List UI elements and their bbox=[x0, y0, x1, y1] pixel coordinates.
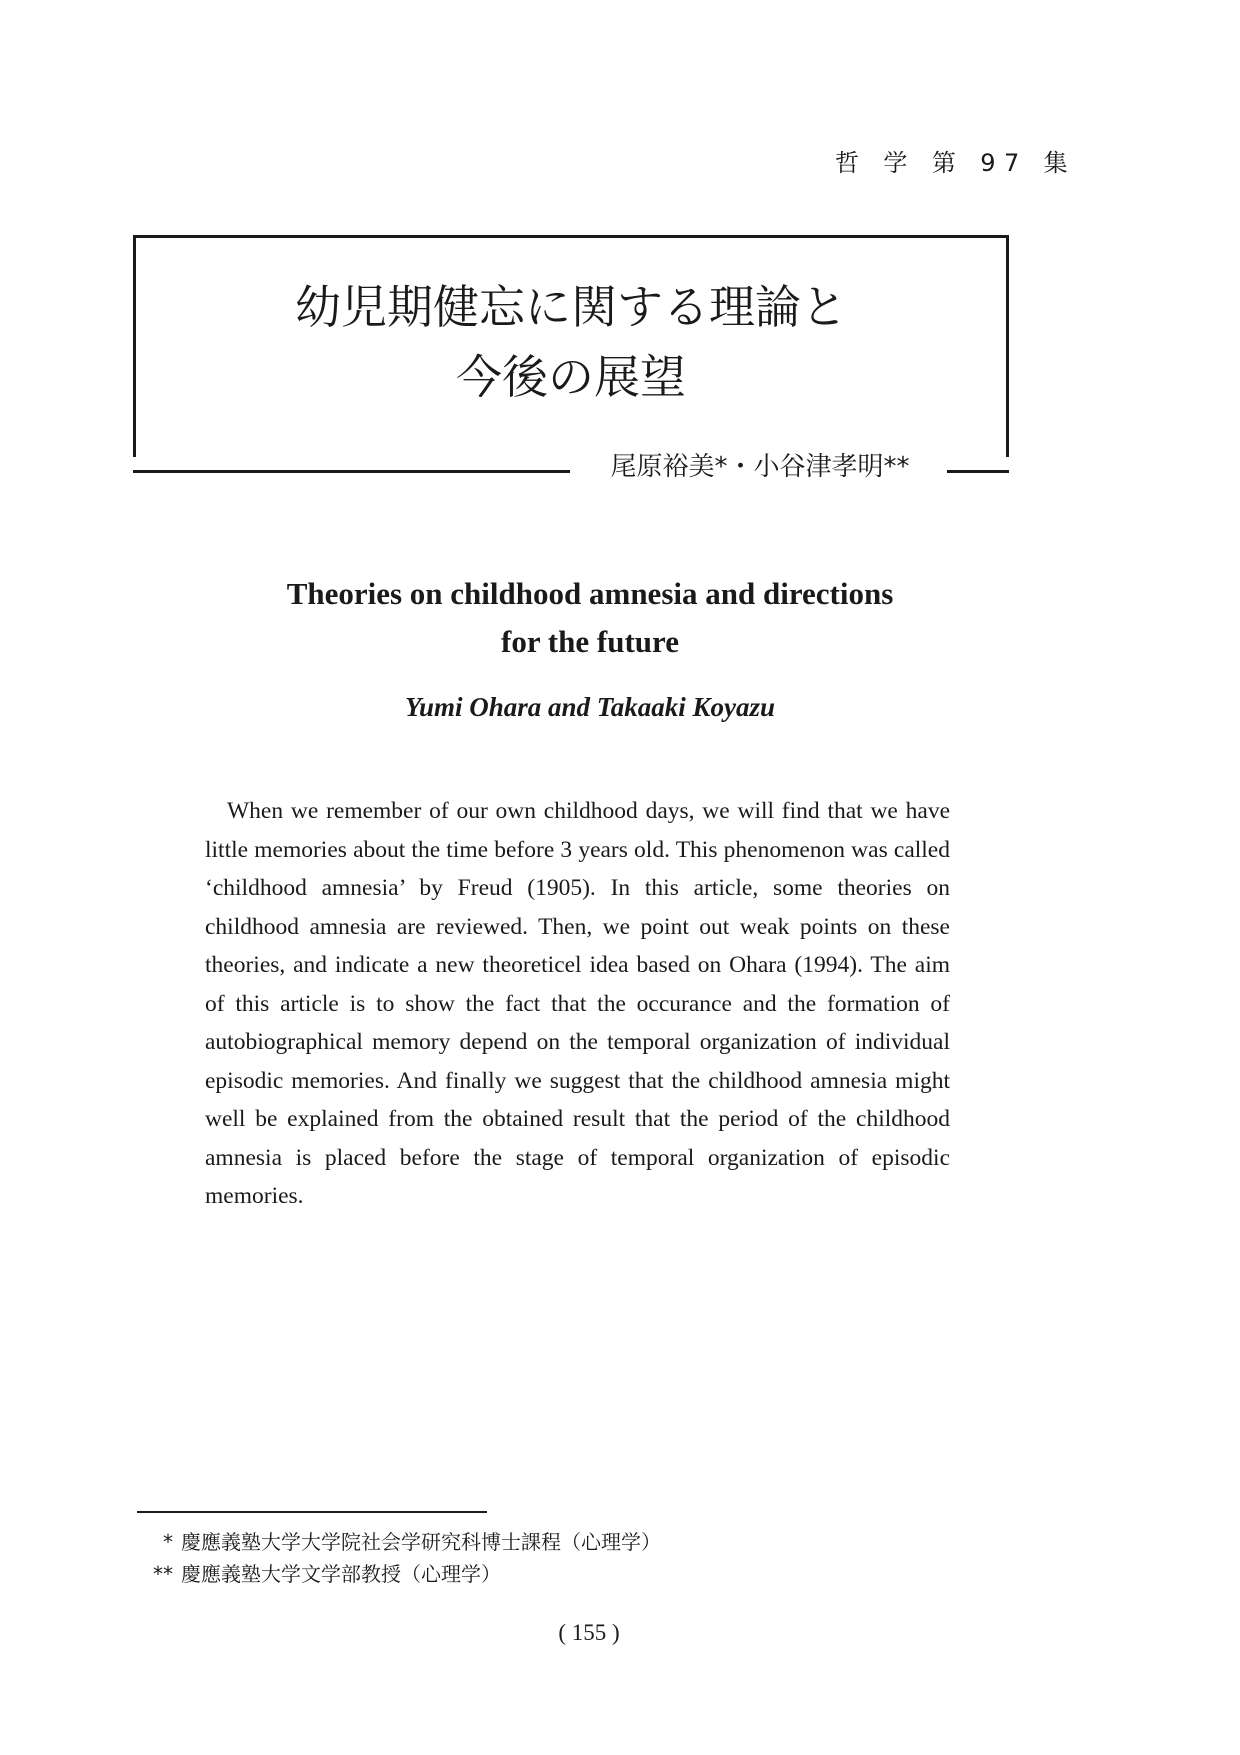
footnote-1 bbox=[137, 1526, 661, 1555]
abstract-paragraph: When we remember of our own childhood days, we will find that we have little memories about the time before 3 years old. This phenomenon was called ‘childhood amnesia’ by Freud (1905). In this article, some theories on childhood amnesia are reviewed. Then, we point out weak points on these theories, and indicate a new theoreticel idea based on Ohara (1994). The aim of this article is to show the fact that the occurance and the formation of autobiographical memory depend on the temporal organization of individual episodic memories. And finally we suggest that the childhood amnesia might well be explained from the obtained result that the period of the childhood amnesia is placed before the stage of temporal organization of episodic memories. bbox=[205, 798, 950, 1209]
title-box-bottom-rule-right bbox=[947, 470, 1009, 473]
english-title-line-1: Theories on childhood amnesia and directions bbox=[286, 576, 894, 611]
japanese-authors: 尾原裕美*・小谷津孝明** bbox=[610, 452, 910, 482]
title-box-bottom-rule-left bbox=[133, 470, 570, 473]
footnote-rule bbox=[137, 1511, 487, 1513]
footnote-2-text: 慶應義塾大学文学部教授（心理学） bbox=[181, 1562, 501, 1586]
title-box bbox=[133, 235, 1009, 457]
footnote-1-mark: * bbox=[163, 1530, 173, 1554]
page-number: ( 155 ) bbox=[558, 1620, 620, 1645]
english-title bbox=[180, 570, 1000, 666]
japanese-title-line-2: 今後の展望 bbox=[456, 350, 686, 404]
english-authors: Yumi Ohara and Takaaki Koyazu bbox=[404, 692, 776, 722]
english-title-line-2: for the future bbox=[501, 624, 679, 659]
japanese-title-line-1: 幼児期健忘に関する理論と bbox=[295, 280, 847, 334]
footnote-2 bbox=[137, 1558, 501, 1587]
footnote-1-text: 慶應義塾大学大学院社会学研究科博士課程（心理学） bbox=[181, 1530, 661, 1554]
journal-header: 哲 学 第 97 集 bbox=[835, 149, 1077, 177]
footnote-2-mark: ** bbox=[153, 1562, 173, 1586]
